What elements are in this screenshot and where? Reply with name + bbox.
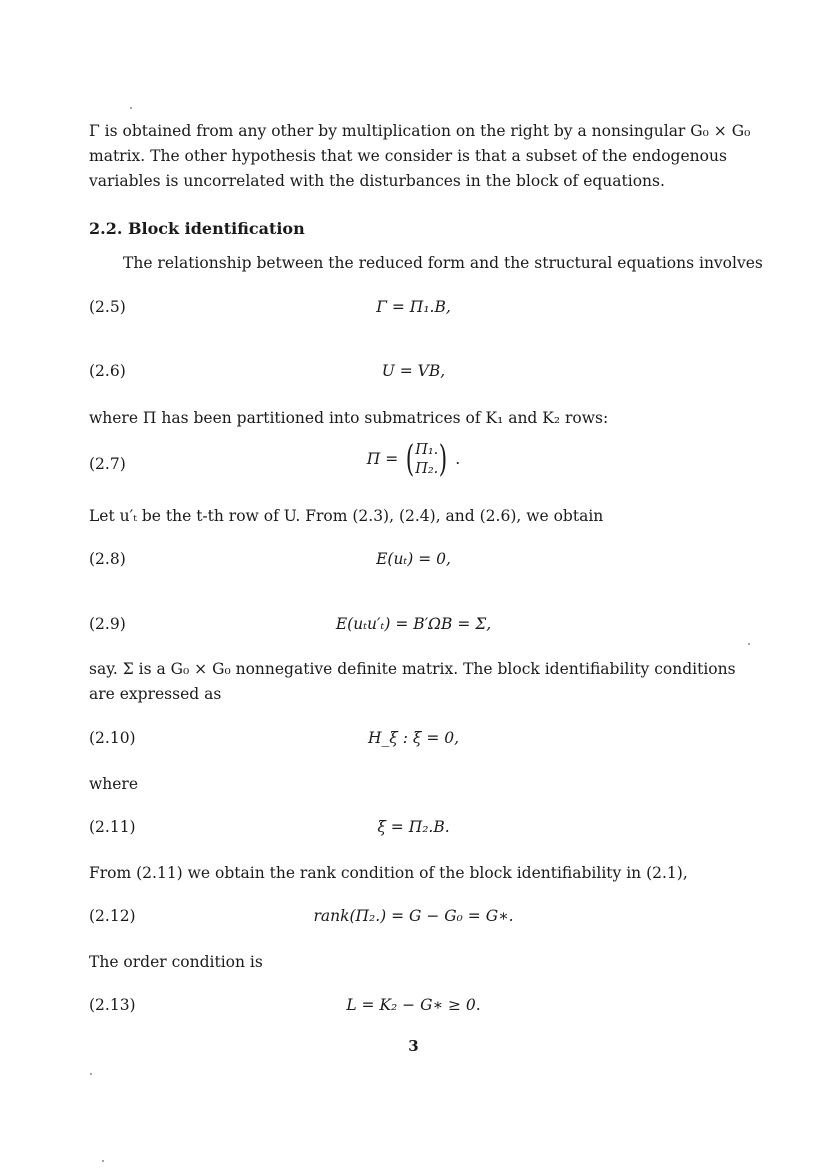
equation-tail: . xyxy=(455,450,461,468)
scan-speck xyxy=(130,107,132,109)
equation-2-8: E(uₜ) = 0, xyxy=(376,550,451,568)
page-number: 3 xyxy=(408,1037,419,1055)
scan-speck xyxy=(748,643,750,645)
equation-2-10: H_ξ : ξ = 0, xyxy=(367,729,460,747)
equation-2-13: L = K₂ − G∗ ≥ 0. xyxy=(346,996,481,1014)
paragraph-let-u: Let u′ₜ be the t-th row of U. From (2.3), (2.4), and (2.6), we obtain xyxy=(89,507,604,525)
matrix-bottom-block: Π₂. xyxy=(415,461,439,477)
equation-2-7 xyxy=(0,441,827,479)
equation-number: (2.6) xyxy=(89,362,126,380)
paragraph-gamma-hypothesis: Γ is obtained from any other by multiplication on the right by a nonsingular G₀ × G₀ matrix. The other hypothesis that we consider is that a subset of the endogenous variables is uncorrelated with the disturbances in the block of equations. xyxy=(89,122,751,190)
equation-number: (2.5) xyxy=(89,298,126,316)
equation-number: (2.12) xyxy=(89,907,136,925)
equation-number: (2.10) xyxy=(89,729,136,747)
section-heading: 2.2. Block identification xyxy=(89,219,305,238)
equation-number: (2.8) xyxy=(89,550,126,568)
equation-number: (2.13) xyxy=(89,996,136,1014)
paragraph-rank-condition: From (2.11) we obtain the rank condition of the block identifiability in (2.1), xyxy=(89,864,688,882)
paragraph-where: where xyxy=(89,775,139,793)
equation-2-11: ξ = Π₂.B. xyxy=(377,818,450,836)
paragraph-order-condition: The order condition is xyxy=(89,953,263,971)
scan-speck xyxy=(102,1160,104,1162)
scan-speck xyxy=(90,1073,92,1075)
equation-2-5: Γ = Π₁.B, xyxy=(376,298,451,316)
equation-number: (2.7) xyxy=(89,455,126,473)
partitioned-matrix xyxy=(403,441,450,479)
paragraph-sigma: say. Σ is a G₀ × G₀ nonnegative definite matrix. The block identifiability conditions are expressed as xyxy=(89,660,736,703)
matrix-top-block: Π₁. xyxy=(415,442,439,458)
left-paren: ( xyxy=(405,439,415,480)
equation-2-12: rank(Π₂.) = G − G₀ = G∗. xyxy=(313,907,514,925)
equation-2-6: U = VB, xyxy=(381,362,446,380)
paragraph-partition: where Π has been partitioned into submatrices of K₁ and K₂ rows: xyxy=(89,409,609,427)
matrix-lhs: Π = xyxy=(366,450,399,468)
equation-number: (2.9) xyxy=(89,615,126,633)
paragraph-relationship: The relationship between the reduced form and the structural equations involves xyxy=(123,254,763,272)
equation-number: (2.11) xyxy=(89,818,136,836)
right-paren: ) xyxy=(439,439,448,480)
equation-2-9: E(uₜu′ₜ) = B′ΩB = Σ, xyxy=(335,615,492,633)
